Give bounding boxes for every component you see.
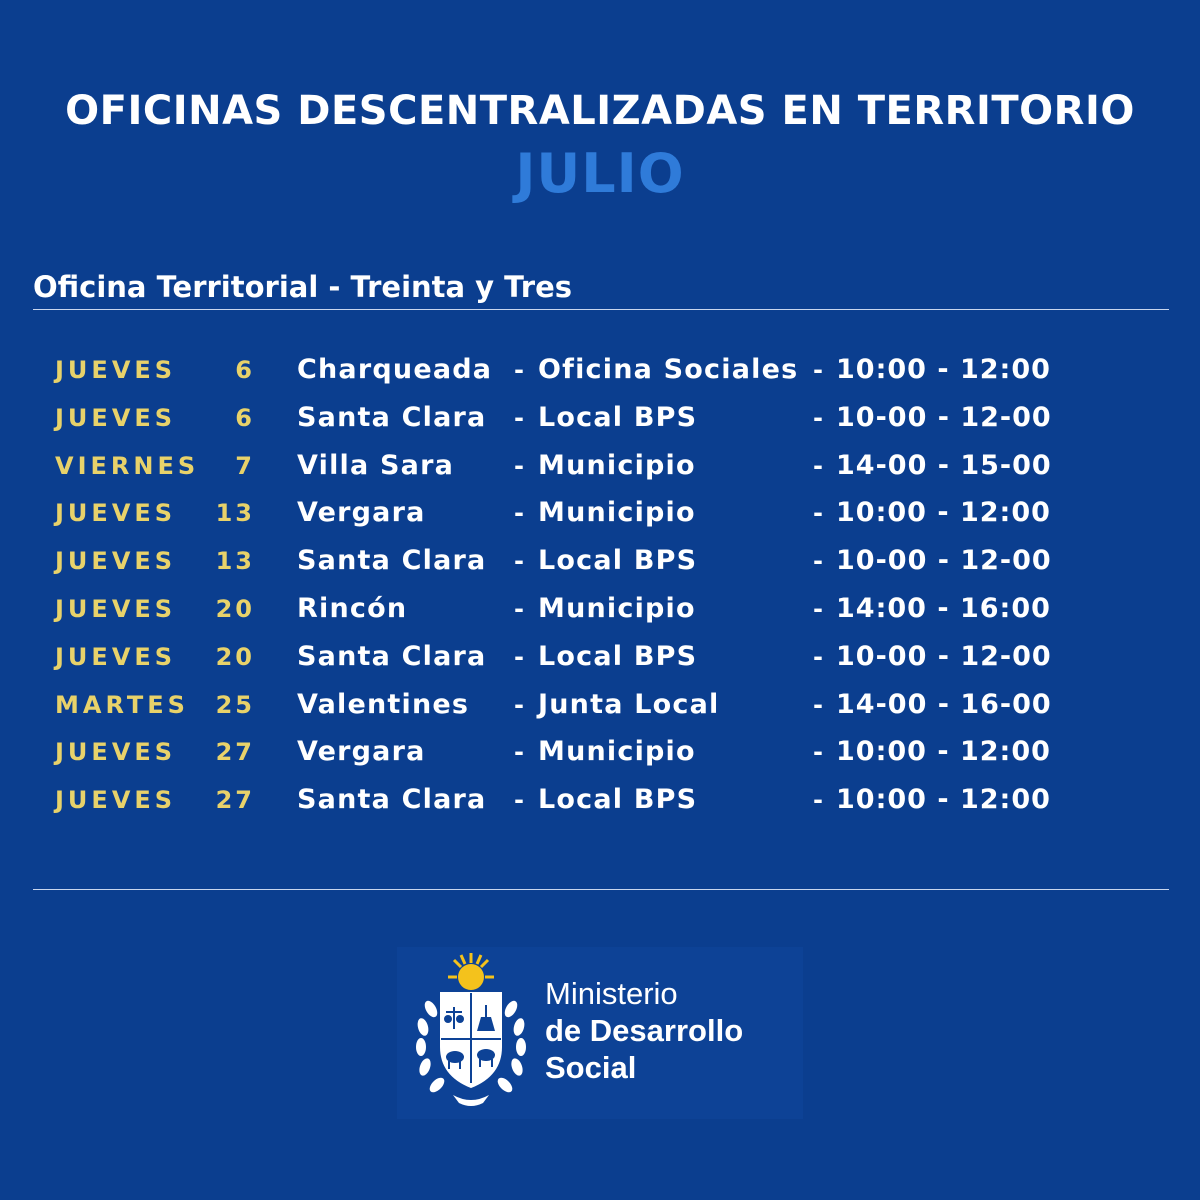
schedule-separator: - xyxy=(514,786,524,815)
schedule-row xyxy=(0,346,1200,394)
schedule-row xyxy=(0,633,1200,681)
schedule-day: MARTES xyxy=(55,690,189,719)
schedule-row xyxy=(0,728,1200,776)
schedule-date: 13 xyxy=(215,547,255,576)
logo-line-social: Social xyxy=(545,1050,637,1086)
schedule-list xyxy=(0,346,1200,824)
schedule-day: JUEVES xyxy=(55,356,177,384)
schedule-separator: - xyxy=(813,786,823,815)
schedule-separator: - xyxy=(813,499,823,528)
schedule-separator: - xyxy=(514,690,524,719)
divider-bottom xyxy=(33,889,1169,890)
schedule-place: Santa Clara xyxy=(297,784,487,816)
schedule-place: Santa Clara xyxy=(297,401,487,433)
schedule-hours: 10-00 - 12-00 xyxy=(836,401,1052,433)
schedule-venue: Local BPS xyxy=(538,784,698,816)
schedule-place: Santa Clara xyxy=(297,640,487,672)
schedule-date: 20 xyxy=(215,594,255,623)
schedule-row xyxy=(0,776,1200,824)
schedule-date: 25 xyxy=(215,690,255,719)
schedule-day: JUEVES xyxy=(55,547,177,576)
schedule-day: JUEVES xyxy=(55,642,177,671)
schedule-place: Santa Clara xyxy=(297,545,487,577)
schedule-date: 27 xyxy=(215,738,255,767)
schedule-date: 27 xyxy=(215,786,255,815)
schedule-venue: Municipio xyxy=(538,592,696,624)
schedule-separator: - xyxy=(813,642,823,671)
schedule-row xyxy=(0,394,1200,442)
schedule-venue: Junta Local xyxy=(538,688,720,720)
ministry-logo xyxy=(397,947,803,1119)
schedule-day: JUEVES xyxy=(55,738,177,767)
schedule-hours: 14-00 - 15-00 xyxy=(836,449,1052,481)
schedule-hours: 10-00 - 12-00 xyxy=(836,545,1052,577)
schedule-separator: - xyxy=(514,499,524,528)
month-title: JULIO xyxy=(515,142,685,205)
logo-line-ministerio: Ministerio xyxy=(545,976,678,1011)
schedule-separator: - xyxy=(514,403,524,432)
schedule-date: 7 xyxy=(235,451,255,480)
schedule-hours: 14:00 - 16:00 xyxy=(836,592,1051,624)
schedule-separator: - xyxy=(813,547,823,576)
schedule-separator: - xyxy=(813,594,823,623)
schedule-separator: - xyxy=(813,738,823,767)
schedule-row xyxy=(0,537,1200,585)
page-title: OFICINAS DESCENTRALIZADAS EN TERRITORIO xyxy=(65,88,1135,134)
schedule-place: Valentines xyxy=(297,688,470,720)
schedule-venue: Oficina Sociales xyxy=(538,354,799,385)
schedule-venue: Municipio xyxy=(538,449,696,481)
schedule-separator: - xyxy=(514,547,524,576)
schedule-place: Rincón xyxy=(297,592,408,624)
schedule-venue: Local BPS xyxy=(538,401,698,433)
schedule-hours: 10:00 - 12:00 xyxy=(836,497,1051,529)
schedule-separator: - xyxy=(514,451,524,480)
schedule-venue: Local BPS xyxy=(538,545,698,577)
office-heading: Oficina Territorial - Treinta y Tres xyxy=(33,270,573,304)
schedule-hours: 10:00 - 12:00 xyxy=(836,354,1051,385)
divider-top xyxy=(33,309,1169,310)
schedule-separator: - xyxy=(514,738,524,767)
schedule-hours: 14-00 - 16-00 xyxy=(836,688,1052,720)
schedule-row xyxy=(0,489,1200,537)
schedule-separator: - xyxy=(514,356,524,384)
schedule-venue: Municipio xyxy=(538,497,696,529)
schedule-hours: 10-00 - 12-00 xyxy=(836,640,1052,672)
schedule-place: Vergara xyxy=(297,497,426,529)
schedule-place: Villa Sara xyxy=(297,449,455,481)
schedule-separator: - xyxy=(813,451,823,480)
schedule-separator: - xyxy=(813,690,823,719)
schedule-row xyxy=(0,681,1200,729)
schedule-day: JUEVES xyxy=(55,499,177,528)
schedule-hours: 10:00 - 12:00 xyxy=(836,736,1051,768)
schedule-row xyxy=(0,442,1200,490)
logo-line-desarrollo: de Desarrollo xyxy=(545,1013,744,1049)
schedule-separator: - xyxy=(813,403,823,432)
schedule-place: Charqueada xyxy=(297,354,493,385)
schedule-date: 20 xyxy=(215,642,255,671)
schedule-date: 6 xyxy=(235,356,255,384)
schedule-separator: - xyxy=(514,594,524,623)
schedule-venue: Local BPS xyxy=(538,640,698,672)
schedule-row xyxy=(0,585,1200,633)
schedule-day: VIERNES xyxy=(55,451,200,480)
schedule-day: JUEVES xyxy=(55,786,177,815)
uruguay-coat-of-arms-icon xyxy=(397,947,545,1119)
schedule-hours: 10:00 - 12:00 xyxy=(836,784,1051,816)
schedule-day: JUEVES xyxy=(55,403,177,432)
schedule-venue: Municipio xyxy=(538,736,696,768)
schedule-separator: - xyxy=(514,642,524,671)
schedule-date: 6 xyxy=(235,403,255,432)
schedule-separator: - xyxy=(813,356,823,384)
schedule-date: 13 xyxy=(215,499,255,528)
schedule-day: JUEVES xyxy=(55,594,177,623)
schedule-place: Vergara xyxy=(297,736,426,768)
